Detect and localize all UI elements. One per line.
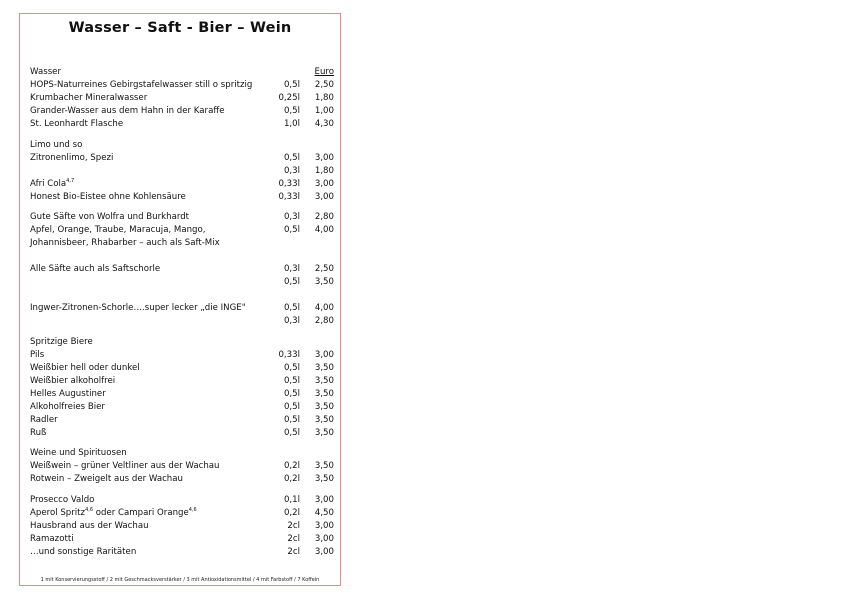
- item-name: [30, 79, 252, 92]
- item-name: [30, 349, 44, 362]
- item-name-text: Gute Säfte von Wolfra und Burkhardt: [30, 212, 190, 222]
- item-size: 0,3l: [283, 264, 300, 274]
- menu-row: [30, 401, 334, 414]
- menu-row: [30, 315, 334, 328]
- item-name-text: Alle Säfte auch als Saftschorle: [30, 264, 161, 274]
- item-price: 4,50: [314, 508, 334, 518]
- item-name-text: Krumbacher Mineralwasser: [30, 93, 148, 103]
- item-name: [30, 263, 160, 276]
- menu-row: [30, 375, 334, 388]
- menu-row: [30, 362, 334, 375]
- item-name-text: Rotwein – Zweigelt aus der Wachau: [30, 474, 183, 484]
- item-price: 3,00: [314, 547, 334, 557]
- menu-row: [30, 302, 334, 315]
- item-price: 3,00: [314, 521, 334, 531]
- item-name-text: Helles Augustiner: [30, 389, 106, 399]
- item-name-text: Prosecco Valdo: [30, 495, 95, 505]
- menu-row: [30, 520, 334, 533]
- item-price: 3,00: [314, 179, 334, 189]
- item-size: 0,5l: [283, 415, 300, 425]
- menu-row: [30, 276, 334, 289]
- item-price: 1,80: [314, 93, 334, 103]
- item-name: [30, 152, 113, 165]
- item-price: 3,50: [314, 277, 334, 287]
- item-size: 0,2l: [283, 474, 300, 484]
- item-name-text: Weißwein – grüner Veltliner aus der Wachau: [30, 461, 220, 471]
- item-price: 3,50: [314, 428, 334, 438]
- item-size: 0,5l: [283, 277, 300, 287]
- item-price: 2,50: [314, 80, 334, 90]
- item-name: [30, 336, 93, 349]
- item-name: [30, 520, 149, 533]
- menu-row: [30, 139, 334, 152]
- menu-row: [30, 447, 334, 460]
- item-name: [30, 105, 225, 118]
- item-size: 0,5l: [283, 303, 300, 313]
- item-size: 0,25l: [278, 93, 300, 103]
- item-name: [30, 237, 220, 250]
- item-name-text: Weine und Spirituosen: [30, 448, 127, 458]
- item-name: [30, 362, 140, 375]
- item-name: [30, 473, 183, 486]
- menu-row: [30, 152, 334, 165]
- item-size: 2cl: [287, 534, 300, 544]
- item-price: 3,00: [314, 534, 334, 544]
- item-size: 0,2l: [283, 461, 300, 471]
- currency-header: Euro: [314, 67, 334, 77]
- item-price: 3,00: [314, 153, 334, 163]
- item-name-text: Wasser: [30, 67, 61, 77]
- item-price: 1,00: [314, 106, 334, 116]
- item-size: 0,5l: [283, 389, 300, 399]
- item-size: 2cl: [287, 521, 300, 531]
- item-price: 3,50: [314, 461, 334, 471]
- menu-row: [30, 165, 334, 178]
- item-name-text: Weißbier alkoholfrei: [30, 376, 116, 386]
- item-name-text: Spritzige Biere: [30, 337, 93, 347]
- item-name-text: Radler: [30, 415, 58, 425]
- item-name-text: Aperol Spritz: [30, 508, 86, 518]
- menu-rows: [20, 14, 340, 585]
- item-name-text: Ramazotti: [30, 534, 74, 544]
- item-name-text: Zitronenlimo, Spezi: [30, 153, 114, 163]
- menu-row: [30, 533, 334, 546]
- item-size: 0,5l: [283, 153, 300, 163]
- item-price: 3,00: [314, 192, 334, 202]
- item-name-text: Ruß: [30, 428, 47, 438]
- item-name: [30, 191, 186, 204]
- menu-card: [19, 13, 341, 586]
- item-size: 0,5l: [283, 402, 300, 412]
- allergen-note: 4,6: [188, 507, 197, 513]
- item-name-text: Honest Bio-Eistee ohne Kohlensäure: [30, 192, 186, 202]
- item-size: 0,33l: [278, 192, 300, 202]
- menu-row: [30, 224, 334, 237]
- menu-row: [30, 414, 334, 427]
- allergen-note: 4,6: [85, 507, 94, 513]
- item-price: 4,30: [314, 119, 334, 129]
- menu-row: [30, 118, 334, 131]
- item-size: 0,33l: [278, 350, 300, 360]
- item-name: [30, 460, 219, 473]
- item-name: [30, 546, 136, 559]
- item-size: 0,5l: [283, 225, 300, 235]
- menu-row: [30, 191, 334, 204]
- item-size: 0,3l: [283, 316, 300, 326]
- item-price: 2,50: [314, 264, 334, 274]
- item-name: [30, 414, 58, 427]
- menu-row: [30, 494, 334, 507]
- menu-row: [30, 66, 334, 79]
- menu-row: [30, 105, 334, 118]
- item-price: 4,00: [314, 303, 334, 313]
- menu-row: [30, 349, 334, 362]
- item-price: 3,00: [314, 495, 334, 505]
- menu-row: [30, 460, 334, 473]
- item-size: 0,5l: [283, 106, 300, 116]
- footnote: 1 mit Konservierungsstoff / 2 mit Geschmacksverstärker / 3 mit Antioxidationsmittel / 4 mit Farbstoff / 7 Koffein: [40, 577, 320, 583]
- item-size: 0,5l: [283, 428, 300, 438]
- item-size: 0,5l: [283, 80, 300, 90]
- item-name: [30, 139, 82, 152]
- item-name: [30, 507, 197, 520]
- item-price: 3,50: [314, 389, 334, 399]
- menu-row: [30, 473, 334, 486]
- item-price: 4,00: [314, 225, 334, 235]
- item-name-text: Apfel, Orange, Traube, Maracuja, Mango,: [30, 225, 206, 235]
- menu-row: [30, 92, 334, 105]
- item-name: [30, 66, 61, 79]
- item-name: [30, 447, 127, 460]
- item-price: 1,80: [314, 166, 334, 176]
- item-name-text: Afri Cola: [30, 179, 67, 189]
- item-price: 3,50: [314, 415, 334, 425]
- item-name: [30, 224, 206, 237]
- item-price: 3,50: [314, 363, 334, 373]
- item-name-text: Ingwer-Zitronen-Schorle….super lecker „die INGE": [30, 303, 246, 313]
- menu-row: [30, 427, 334, 440]
- item-price: 3,50: [314, 402, 334, 412]
- menu-row: [30, 211, 334, 224]
- item-size: 1,0l: [283, 119, 300, 129]
- item-name-text: Hausbrand aus der Wachau: [30, 521, 149, 531]
- item-size: 0,33l: [278, 179, 300, 189]
- menu-title: Wasser – Saft - Bier – Wein: [68, 20, 292, 36]
- item-size: 0,3l: [283, 166, 300, 176]
- item-name: [30, 494, 94, 507]
- menu-row: [30, 507, 334, 520]
- menu-row: [30, 388, 334, 401]
- item-name: [30, 375, 115, 388]
- item-name: [30, 178, 74, 191]
- item-price: 2,80: [314, 316, 334, 326]
- item-size: 0,2l: [283, 508, 300, 518]
- item-name: [30, 118, 123, 131]
- menu-row: [30, 263, 334, 276]
- item-name: [30, 401, 105, 414]
- item-price: 3,50: [314, 474, 334, 484]
- item-name: [30, 533, 74, 546]
- item-price: 2,80: [314, 212, 334, 222]
- item-name-text: oder Campari Orange: [93, 508, 189, 518]
- item-name: [30, 302, 246, 315]
- item-price: 3,00: [314, 350, 334, 360]
- item-name-text: …und sonstige Raritäten: [30, 547, 137, 557]
- item-price: 3,50: [314, 376, 334, 386]
- item-name-text: Limo und so: [30, 140, 83, 150]
- item-name: [30, 427, 46, 440]
- item-size: 2cl: [287, 547, 300, 557]
- item-size: 0,5l: [283, 376, 300, 386]
- item-size: 0,1l: [283, 495, 300, 505]
- menu-row: [30, 336, 334, 349]
- item-name-text: Pils: [30, 350, 45, 360]
- menu-row: [30, 237, 334, 250]
- item-name-text: St. Leonhardt Flasche: [30, 119, 124, 129]
- item-size: 0,5l: [283, 363, 300, 373]
- item-name: [30, 92, 147, 105]
- item-name-text: Alkoholfreies Bier: [30, 402, 105, 412]
- item-name: [30, 388, 106, 401]
- item-name-text: Johannisbeer, Rhabarber – auch als Saft-Mix: [30, 238, 220, 248]
- menu-row: [30, 178, 334, 191]
- item-size: 0,3l: [283, 212, 300, 222]
- item-name-text: HOPS-Naturreines Gebirgstafelwasser still o spritzig: [30, 80, 253, 90]
- item-name-text: Weißbier hell oder dunkel: [30, 363, 140, 373]
- allergen-note: 4,7: [66, 178, 75, 184]
- menu-row: [30, 546, 334, 559]
- menu-row: [30, 79, 334, 92]
- item-name-text: Grander-Wasser aus dem Hahn in der Karaffe: [30, 106, 225, 116]
- item-name: [30, 211, 189, 224]
